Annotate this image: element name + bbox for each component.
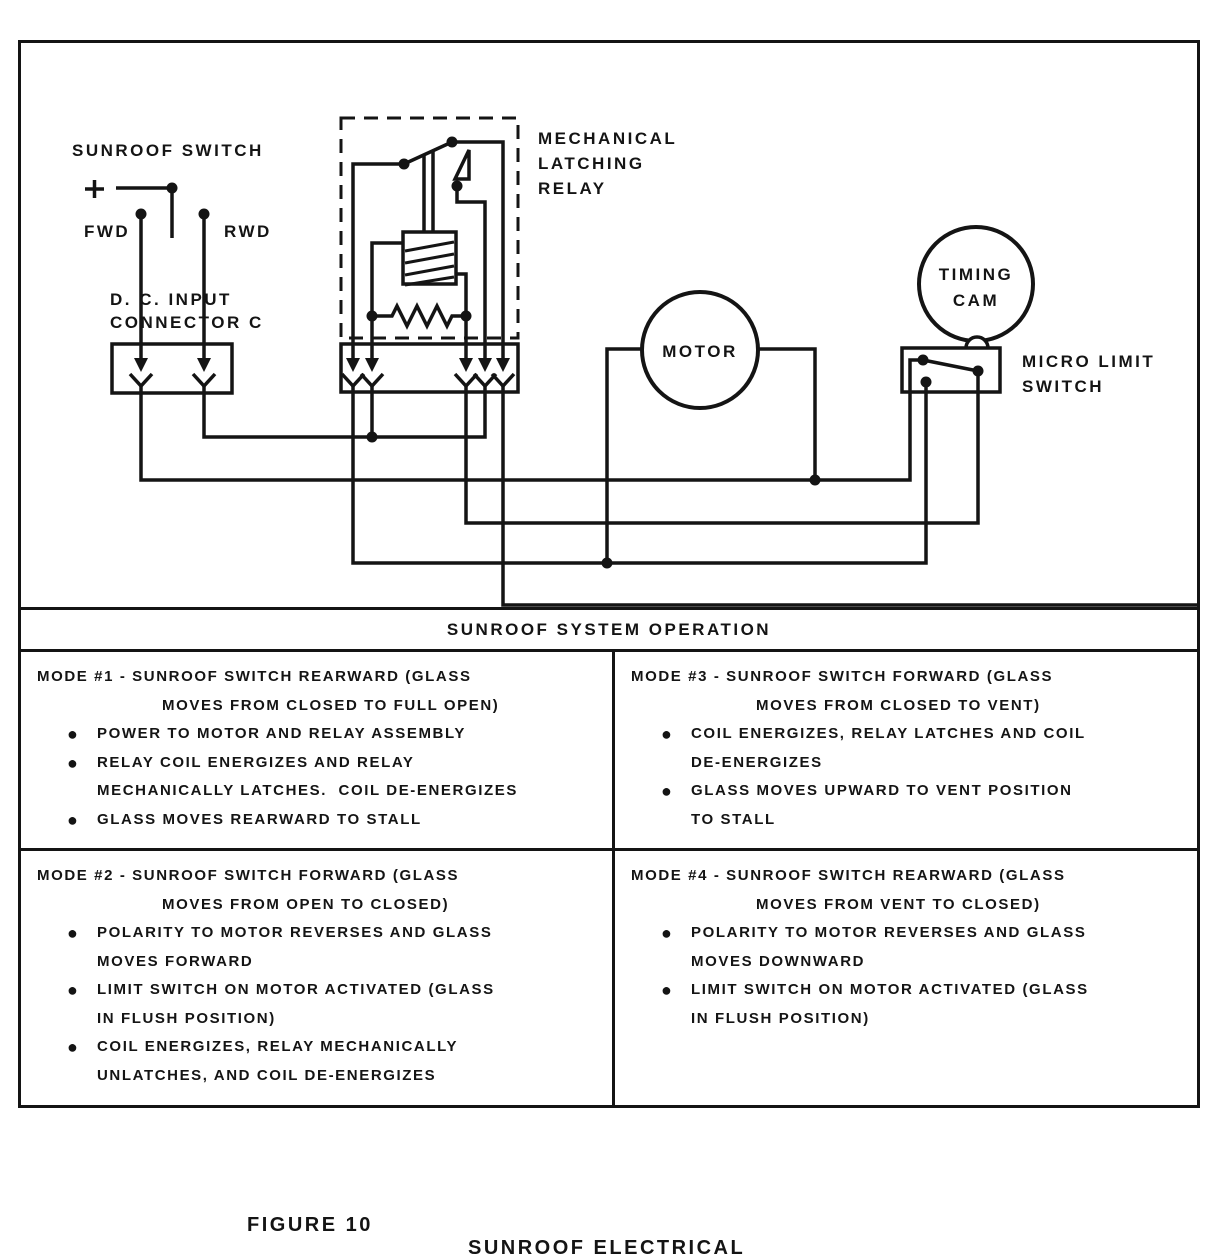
dc-input-label-line1: D. C. INPUT (110, 290, 232, 309)
micro-switch-label-line2: SWITCH (1022, 377, 1105, 396)
plus-icon (85, 180, 104, 198)
bullet-item (37, 976, 606, 1033)
mode-4-cell (615, 851, 1197, 1105)
timing-cam-label-line2: CAM (952, 291, 1000, 310)
connector-pin-icon (130, 344, 152, 393)
figure-title: SUNROOF ELECTRICAL (468, 1237, 746, 1259)
bullet-text: GLASS MOVES UPWARD TO VENT POSITION TO STALL (691, 782, 1073, 828)
latch-pawl-icon (455, 150, 469, 179)
mode-2-cell (21, 851, 615, 1105)
relay-coil (372, 232, 466, 316)
bullet-item (37, 720, 606, 749)
bullet-icon: ● (67, 923, 78, 943)
bullet-text: GLASS MOVES REARWARD TO STALL (97, 810, 422, 828)
bullet-icon: ● (661, 980, 672, 1000)
connector-pin-icon (455, 344, 477, 393)
mechanical-latching-relay (341, 118, 677, 393)
dc-input-label-line2: CONNECTOR C (110, 313, 264, 332)
relay-connector (341, 344, 518, 393)
bullet-text: LIMIT SWITCH ON MOTOR ACTIVATED (GLASS IN FLUSH POSITION) (691, 981, 1089, 1027)
relay-label-line2: LATCHING (538, 154, 645, 173)
bullet-item (37, 806, 606, 835)
connector-pin-icon (474, 344, 496, 393)
timing-cam (919, 227, 1033, 348)
bullet-text: POLARITY TO MOTOR REVERSES AND GLASS MOVES DOWNWARD (691, 924, 1087, 970)
sunroof-switch-label: SUNROOF SWITCH (72, 141, 264, 160)
sunroof-operation-table (18, 607, 1200, 1108)
bullet-icon: ● (67, 752, 78, 773)
relay-label-line1: MECHANICAL (538, 129, 678, 148)
mode-heading: MODE #3 - SUNROOF SWITCH FORWARD (GLASS MOVES FROM CLOSED TO VENT) (631, 668, 1054, 714)
micro-limit-switch (902, 348, 1155, 396)
rwd-label: RWD (224, 222, 272, 241)
bullet-icon: ● (67, 809, 78, 830)
mode-3-cell (615, 652, 1197, 851)
bullet-item (631, 976, 1191, 1033)
bullet-text: COIL ENERGIZES, RELAY MECHANICALLY UNLATCHES, AND COIL DE-ENERGIZES (97, 1038, 459, 1084)
relay-label-line3: RELAY (538, 179, 607, 198)
bullet-text: LIMIT SWITCH ON MOTOR ACTIVATED (GLASS IN FLUSH POSITION) (97, 981, 495, 1027)
bullet-icon: ● (67, 980, 78, 1000)
connector-pin-icon (361, 344, 383, 393)
motor-label: MOTOR (662, 342, 738, 361)
fwd-label: FWD (84, 222, 131, 241)
timing-cam-label-line1: TIMING (938, 265, 1014, 284)
bullet-item (37, 749, 606, 806)
motor (642, 292, 758, 408)
micro-switch-label-line1: MICRO LIMIT (1022, 352, 1156, 371)
bullet-icon: ● (661, 923, 672, 943)
figure-caption (0, 1191, 1232, 1259)
bullet-item (37, 1033, 606, 1090)
dc-input-connector (110, 290, 264, 393)
connector-pin-icon (492, 344, 514, 393)
bullet-item (37, 919, 606, 976)
bullet-text: RELAY COIL ENERGIZES AND RELAY MECHANICALLY LATCHES. COIL DE-ENERGIZES (97, 753, 518, 799)
bullet-item (631, 720, 1191, 777)
bullet-icon: ● (661, 781, 672, 801)
connector-pin-icon (342, 344, 364, 393)
mode-1-cell (21, 652, 615, 851)
bullet-text: POLARITY TO MOTOR REVERSES AND GLASS MOVES FORWARD (97, 924, 493, 970)
sunroof-wiring-schematic (18, 40, 1200, 607)
mode-heading: MODE #4 - SUNROOF SWITCH REARWARD (GLASS MOVES FROM VENT TO CLOSED) (631, 867, 1066, 913)
bullet-item (631, 777, 1191, 834)
bullet-icon: ● (67, 724, 78, 744)
junction-dot (367, 432, 378, 443)
mode-heading: MODE #2 - SUNROOF SWITCH FORWARD (GLASS MOVES FROM OPEN TO CLOSED) (37, 867, 460, 913)
figure-number: FIGURE 10 (247, 1214, 373, 1236)
bullet-icon: ● (67, 1037, 78, 1057)
bullet-item (631, 919, 1191, 976)
table-header: SUNROOF SYSTEM OPERATION (21, 610, 1197, 652)
mode-heading: MODE #1 - SUNROOF SWITCH REARWARD (GLASS MOVES FROM CLOSED TO FULL OPEN) (37, 668, 500, 714)
bullet-icon: ● (661, 724, 672, 744)
bullet-text: POWER TO MOTOR AND RELAY ASSEMBLY (97, 725, 466, 742)
connector-pin-icon (193, 344, 215, 393)
bullet-text: COIL ENERGIZES, RELAY LATCHES AND COIL DE-ENERGIZES (691, 725, 1086, 771)
table-body (21, 652, 1197, 1105)
